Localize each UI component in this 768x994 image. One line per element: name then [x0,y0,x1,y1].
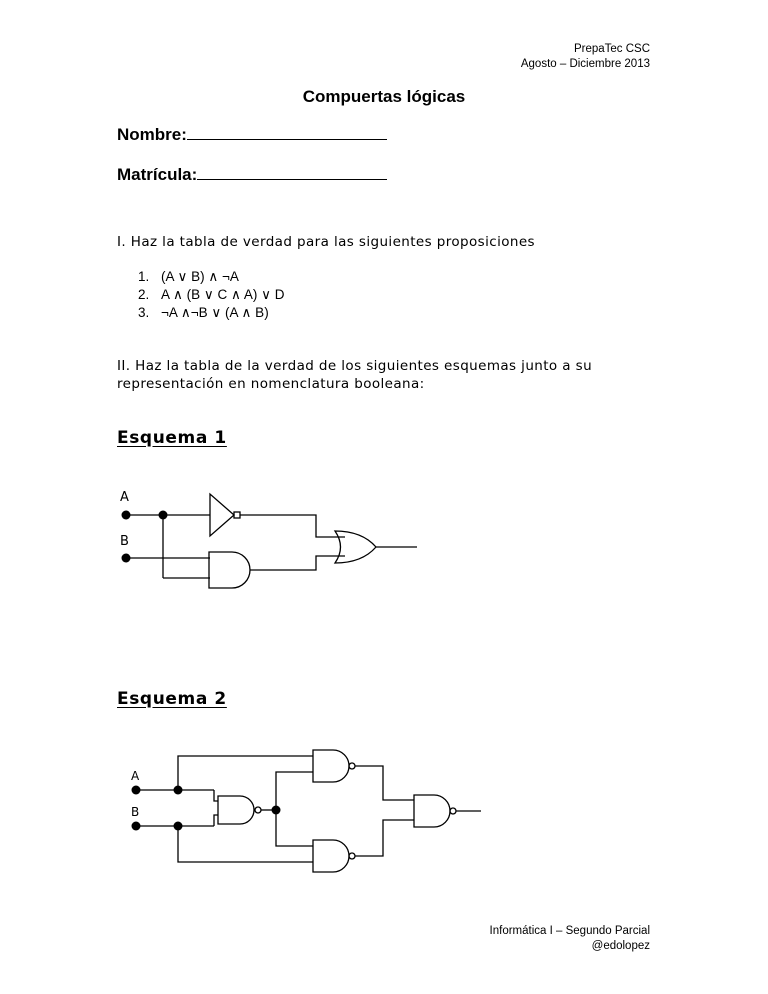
wire-nand1-to-nand3 [276,810,313,846]
nand2-bubble [349,763,355,769]
footer-author: @edolopez [591,940,650,952]
list-item-number: 2. [138,287,150,302]
input-b-label: B [120,534,129,549]
section1-heading: I. Haz la tabla de verdad para las siguientes proposiciones [117,234,535,250]
nand-gate-3 [313,840,349,872]
list-item-text: ¬A ∧¬B ∨ (A ∧ B) [161,305,269,320]
input-b-label: B [131,805,140,819]
junction-dot [174,786,183,795]
page-footer [490,924,650,954]
nand1-bubble [255,807,261,813]
esquema1-title: Esquema 1 [117,428,227,448]
list-item-text: (A ∨ B) ∧ ¬A [161,269,239,284]
nand4-bubble [450,808,456,814]
input-a-label: A [120,490,129,505]
nand-gate-2 [313,750,349,782]
wire-nand3-to-nand4 [355,820,414,856]
matricula-label: Matrícula: [117,165,198,184]
list-item-text: A ∧ (B ∨ C ∧ A) ∨ D [161,287,285,302]
list-item-number: 3. [138,305,150,320]
nombre-label: Nombre: [117,125,187,144]
esquema2-title: Esquema 2 [117,689,227,709]
header-period: Agosto – Diciembre 2013 [520,58,650,70]
wire-a-to-nand2 [178,756,313,790]
input-a-label: A [131,769,140,783]
header-school: PrepaTec CSC [573,43,650,55]
wire-nand2-to-nand4 [355,766,414,800]
page-title: Compuertas lógicas [302,87,466,106]
footer-course: Informática I – Segundo Parcial [489,925,650,937]
nand3-bubble [349,853,355,859]
input-a-terminal [132,786,141,795]
wire-b-to-nand3 [178,826,313,862]
input-b-terminal [132,822,141,831]
list-item-number: 1. [138,269,150,284]
wire-nand1-to-nand2 [276,772,313,810]
junction-dot [174,822,183,831]
nand-gate-4 [414,795,450,827]
section2-heading: II. Haz la tabla de la verdad de los siguientes esquemas junto a su representación en nomenclatura booleana: [117,358,593,392]
nand-gate-1 [218,796,254,824]
junction-dot [272,806,281,815]
